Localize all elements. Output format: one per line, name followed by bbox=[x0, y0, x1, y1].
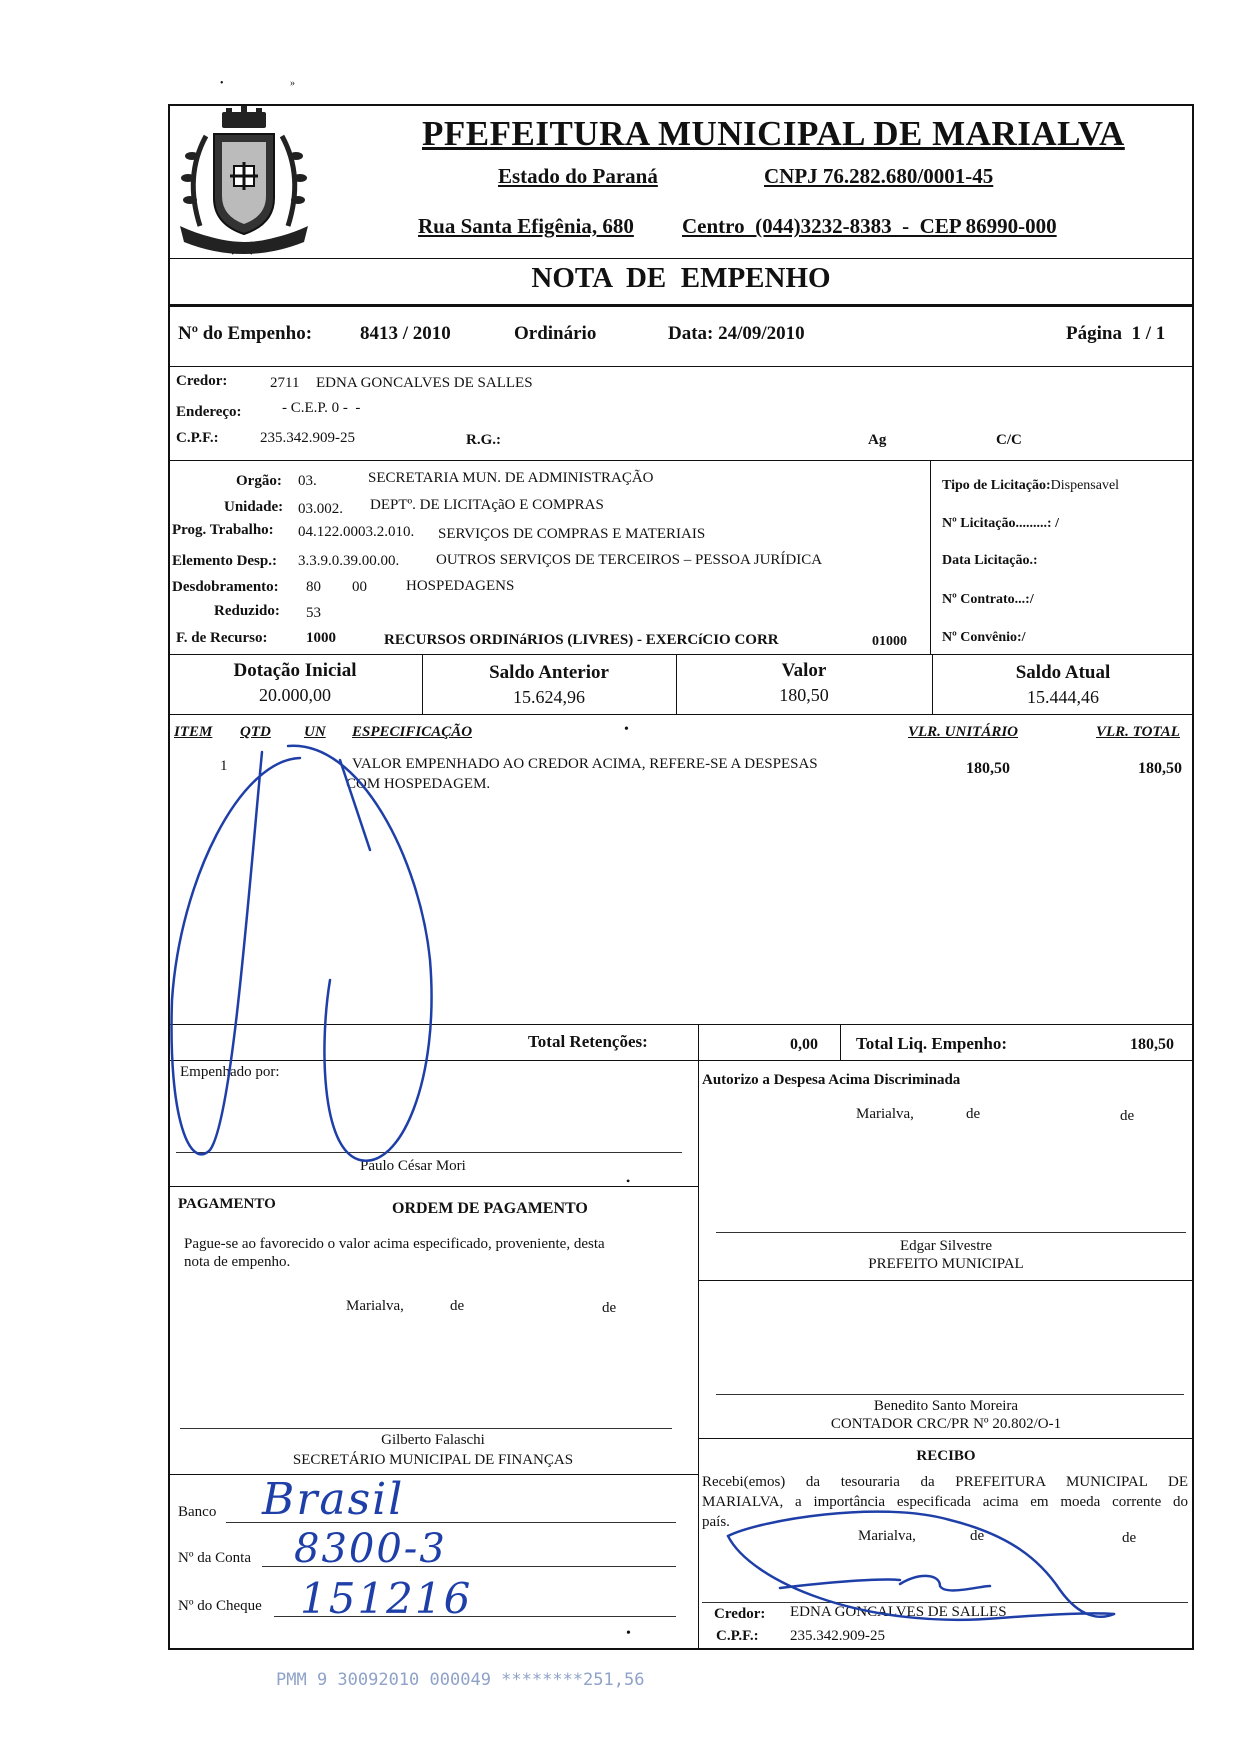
empenho-type: Ordinário bbox=[514, 323, 597, 344]
recurso-num: 01000 bbox=[872, 634, 907, 649]
item-unit-value: 180,50 bbox=[966, 760, 1010, 777]
retencoes-value: 0,00 bbox=[790, 1036, 818, 1053]
recibo-text-2: MARIALVA, a importância especificada acima em moeda corrente do bbox=[702, 1494, 1188, 1510]
items-col-espec: ESPECIFICAÇÃO bbox=[352, 724, 473, 740]
secretario-name: Gilberto Falaschi bbox=[381, 1432, 485, 1448]
desdobramento-label: Desdobramento: bbox=[172, 579, 279, 595]
autorizo-label: Autorizo a Despesa Acima Discriminada bbox=[702, 1072, 961, 1088]
elemento-value: OUTROS SERVIÇOS DE TERCEIROS – PESSOA JURÍDICA bbox=[436, 552, 823, 568]
atual-label: Saldo Atual bbox=[1015, 662, 1111, 683]
autorizo-place: Marialva, bbox=[856, 1106, 914, 1122]
recurso-value: RECURSOS ORDINáRIOS (LIVRES) - EXERCíCIO CORR bbox=[384, 632, 779, 648]
empenho-label: Nº do Empenho: bbox=[178, 323, 313, 344]
atual-value: 15.444,46 bbox=[1027, 687, 1099, 707]
recibo-credor: EDNA GONCALVES DE SALLES bbox=[790, 1604, 1007, 1620]
scan-mark: • bbox=[626, 1174, 631, 1188]
prefeito-role: PREFEITO MUNICIPAL bbox=[868, 1256, 1024, 1272]
orgao-label: Orgão: bbox=[236, 473, 282, 489]
item-number: 1 bbox=[220, 758, 228, 774]
licitacao-convenio: Nº Convênio:/ bbox=[942, 630, 1026, 645]
licitacao-contrato: Nº Contrato...:/ bbox=[942, 592, 1034, 607]
ag-label: Ag bbox=[868, 432, 887, 448]
reduzido-label: Reduzido: bbox=[214, 603, 280, 619]
secretario-role: SECRETÁRIO MUNICIPAL DE FINANÇAS bbox=[292, 1452, 574, 1468]
desdobramento-b: 00 bbox=[352, 579, 367, 595]
footer-stamp: PMM 9 30092010 000049 ********251,56 bbox=[276, 1670, 645, 1690]
cpf-value: 235.342.909-25 bbox=[260, 430, 355, 446]
autorizo-de1: de bbox=[966, 1106, 981, 1122]
desdobramento-a: 80 bbox=[306, 579, 321, 595]
desdobramento-value: HOSPEDAGENS bbox=[406, 578, 515, 594]
recibo-de2: de bbox=[1122, 1530, 1137, 1546]
empenhado-label: Empenhado por: bbox=[180, 1064, 280, 1080]
credor-name: EDNA GONCALVES DE SALLES bbox=[316, 375, 533, 391]
dotacao-value: 20.000,00 bbox=[259, 685, 331, 705]
credor-label: Credor: bbox=[176, 373, 228, 389]
header-address: Rua Santa Efigênia, 680 bbox=[418, 214, 634, 238]
header-state: Estado do Paraná bbox=[498, 164, 658, 188]
recurso-label: F. de Recurso: bbox=[176, 630, 268, 646]
items-col-unit: VLR. UNITÁRIO bbox=[908, 724, 1019, 740]
empenho-page: Página 1 / 1 bbox=[1066, 323, 1166, 344]
reduzido-value: 53 bbox=[306, 605, 321, 621]
rg-label: R.G.: bbox=[466, 432, 501, 448]
recibo-label: RECIBO bbox=[916, 1448, 976, 1464]
recibo-place: Marialva, bbox=[858, 1528, 916, 1544]
recibo-text-1: Recebi(emos) da tesouraria da PREFEITURA MUNICIPAL DE bbox=[702, 1474, 1188, 1490]
liq-value: 180,50 bbox=[1130, 1036, 1174, 1053]
ordem-label: ORDEM DE PAGAMENTO bbox=[392, 1200, 588, 1217]
unidade-label: Unidade: bbox=[224, 499, 284, 515]
pagamento-de2: de bbox=[602, 1300, 617, 1316]
licitacao-tipo-caption: Tipo de Licitação: bbox=[942, 478, 1051, 493]
autorizo-de2: de bbox=[1120, 1108, 1135, 1124]
pagamento-place: Marialva, bbox=[346, 1298, 404, 1314]
recibo-cpf-label: C.P.F.: bbox=[716, 1628, 759, 1644]
prefeito-name: Edgar Silvestre bbox=[899, 1238, 993, 1254]
item-spec-line2: COM HOSPEDAGEM. bbox=[346, 776, 491, 792]
valor-label: Valor bbox=[781, 660, 827, 681]
unidade-value: DEPTº. DE LICITAçãO E COMPRAS bbox=[370, 497, 604, 513]
liq-label: Total Liq. Empenho: bbox=[856, 1034, 1007, 1053]
orgao-code: 03. bbox=[298, 473, 317, 489]
pagamento-text-1: Pague-se ao favorecido o valor acima especificado, proveniente, desta bbox=[184, 1236, 605, 1252]
cpf-label: C.P.F.: bbox=[176, 430, 219, 446]
anterior-value: 15.624,96 bbox=[513, 687, 585, 707]
conta-label: Nº da Conta bbox=[178, 1550, 251, 1566]
dotacao-label: Dotação Inicial bbox=[233, 660, 357, 681]
recibo-de1: de bbox=[970, 1528, 985, 1544]
licitacao-data: Data Licitação.: bbox=[942, 553, 1038, 568]
address-label: Endereço: bbox=[176, 404, 242, 420]
header-cnpj: CNPJ 76.282.680/0001-45 bbox=[764, 164, 994, 188]
empenhado-name: Paulo César Mori bbox=[360, 1158, 466, 1174]
prog-value: SERVIÇOS DE COMPRAS E MATERIAIS bbox=[438, 526, 706, 542]
contador-name: Benedito Santo Moreira bbox=[873, 1398, 1019, 1414]
contador-role: CONTADOR CRC/PR Nº 20.802/O-1 bbox=[830, 1416, 1062, 1432]
recibo-text-3: país. bbox=[702, 1514, 730, 1530]
prog-code: 04.122.0003.2.010. bbox=[298, 524, 415, 540]
banco-handwritten: Brasil bbox=[262, 1474, 405, 1525]
conta-handwritten: 8300-3 bbox=[294, 1526, 447, 1572]
cc-label: C/C bbox=[996, 432, 1022, 448]
retencoes-label: Total Retenções: bbox=[528, 1032, 648, 1051]
items-col-qtd: QTD bbox=[240, 724, 271, 740]
item-total-value: 180,50 bbox=[1138, 760, 1182, 777]
recibo-credor-label: Credor: bbox=[714, 1606, 766, 1622]
address-value: - C.E.P. 0 - - bbox=[282, 400, 361, 416]
header-contact: Centro (044)3232-8383 - CEP 86990-000 bbox=[682, 214, 1057, 238]
credor-code: 2711 bbox=[270, 375, 300, 391]
header-title: PFEFEITURA MUNICIPAL DE MARIALVA bbox=[422, 114, 1125, 153]
licitacao-numero: Nº Licitação.........: / bbox=[942, 516, 1059, 531]
scan-mark: • bbox=[220, 78, 224, 89]
scan-mark: • bbox=[624, 722, 629, 737]
elemento-code: 3.3.9.0.39.00.00. bbox=[298, 553, 400, 569]
valor-value: 180,50 bbox=[779, 685, 829, 705]
cheque-label: Nº do Cheque bbox=[178, 1598, 262, 1614]
unidade-code: 03.002. bbox=[298, 501, 343, 517]
pagamento-de1: de bbox=[450, 1298, 465, 1314]
pagamento-text-2: nota de empenho. bbox=[184, 1254, 291, 1270]
empenho-date: Data: 24/09/2010 bbox=[668, 323, 805, 344]
recurso-code: 1000 bbox=[306, 630, 336, 646]
items-col-un: UN bbox=[304, 724, 326, 740]
scan-mark: » bbox=[290, 78, 295, 89]
doc-title: NOTA DE EMPENHO bbox=[531, 262, 831, 294]
items-col-total: VLR. TOTAL bbox=[1096, 724, 1180, 740]
licitacao-tipo-value: Dispensavel bbox=[1050, 478, 1120, 493]
empenho-number: 8413 / 2010 bbox=[360, 323, 451, 344]
prog-label: Prog. Trabalho: bbox=[172, 522, 274, 538]
items-col-item: ITEM bbox=[174, 724, 213, 740]
pagamento-label: PAGAMENTO bbox=[178, 1196, 276, 1212]
orgao-value: SECRETARIA MUN. DE ADMINISTRAÇÃO bbox=[368, 470, 654, 486]
recibo-cpf: 235.342.909-25 bbox=[790, 1628, 885, 1644]
anterior-label: Saldo Anterior bbox=[489, 662, 609, 683]
item-spec-line1: VALOR EMPENHADO AO CREDOR ACIMA, REFERE-SE A DESPESAS bbox=[352, 756, 818, 772]
scan-mark: • bbox=[626, 1626, 631, 1641]
cheque-handwritten: 151216 bbox=[300, 1574, 473, 1623]
elemento-label: Elemento Desp.: bbox=[172, 553, 277, 569]
banco-label: Banco bbox=[178, 1504, 217, 1520]
